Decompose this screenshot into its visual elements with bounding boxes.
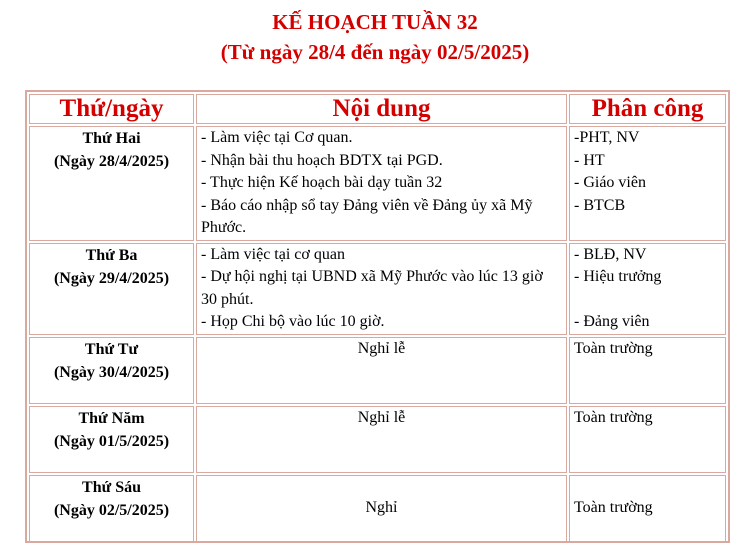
day-date: (Ngày 28/4/2025): [53, 153, 170, 170]
day-name: Thứ Năm: [78, 409, 145, 427]
content-line: - Họp Chi bộ vào lúc 10 giờ.: [201, 313, 385, 330]
assign-line: Toàn trường: [574, 499, 653, 517]
page-title: KẾ HOẠCH TUẦN 32: [272, 10, 478, 34]
content-line: Nghỉ: [365, 499, 398, 517]
content-line: - Thực hiện Kế hoạch bài dạy tuần 32: [201, 174, 443, 191]
header-day: Thứ/ngày: [29, 94, 194, 124]
table-row: [29, 406, 726, 473]
day-cell: [29, 406, 194, 473]
assign-line: - BLĐ, NV: [574, 245, 647, 263]
assign-line: Toàn trường: [574, 408, 653, 426]
day-name: Thứ Sáu: [82, 478, 141, 496]
assign-cell: [569, 126, 726, 241]
content-line: - Làm việc tại cơ quan: [201, 245, 345, 263]
content-line: - Báo cáo nhập sổ tay Đảng viên về Đảng ủy xã Mỹ Phước.: [201, 196, 533, 236]
day-date: (Ngày 02/5/2025): [53, 501, 170, 519]
content-cell: [196, 126, 567, 241]
assign-cell: [569, 475, 726, 543]
day-cell: [29, 475, 194, 543]
header-assign: Phân công: [569, 94, 726, 124]
assign-cell: [569, 406, 726, 473]
day-date: (Ngày 29/4/2025): [53, 269, 170, 287]
day-date: (Ngày 01/5/2025): [53, 432, 170, 450]
assign-line: -PHT, NV: [574, 129, 640, 146]
content-line: - Nhận bài thu hoạch BDTX tại PGD.: [201, 151, 443, 169]
content-line: - Dự hội nghị tại UBND xã Mỹ Phước vào lúc 13 giờ 30 phút.: [201, 268, 543, 308]
assign-line: [574, 289, 721, 312]
content-line: - Làm việc tại Cơ quan.: [201, 129, 353, 146]
day-cell: [29, 126, 194, 241]
assign-line: Toàn trường: [574, 339, 653, 357]
day-name: Thứ Tư: [84, 340, 139, 358]
content-cell: [196, 475, 567, 543]
day-date: (Ngày 30/4/2025): [53, 363, 170, 381]
assign-line: - Hiệu trưởng: [574, 268, 662, 285]
table-row: [29, 475, 726, 543]
table-row: [29, 337, 726, 404]
content-cell: [196, 406, 567, 473]
day-cell: [29, 243, 194, 335]
content-line: Nghỉ lễ: [357, 408, 406, 426]
day-cell: [29, 337, 194, 404]
assign-line: - BTCB: [574, 196, 626, 214]
table-row: [29, 126, 726, 241]
content-line: Nghỉ lễ: [357, 339, 406, 357]
schedule-table: [25, 90, 730, 543]
assign-cell: [569, 337, 726, 404]
page-subtitle: (Từ ngày 28/4 đến ngày 02/5/2025): [220, 40, 530, 64]
assign-cell: [569, 243, 726, 335]
assign-line: - Giáo viên: [574, 174, 646, 191]
day-name: Thứ Ba: [85, 246, 138, 264]
assign-line: - HT: [574, 151, 605, 169]
content-cell: [196, 337, 567, 404]
day-name: Thứ Hai: [82, 130, 141, 147]
table-row: [29, 243, 726, 335]
assign-line: - Đảng viên: [574, 313, 650, 330]
table-header-row: [29, 94, 726, 124]
content-cell: [196, 243, 567, 335]
header-content: Nội dung: [196, 94, 567, 124]
